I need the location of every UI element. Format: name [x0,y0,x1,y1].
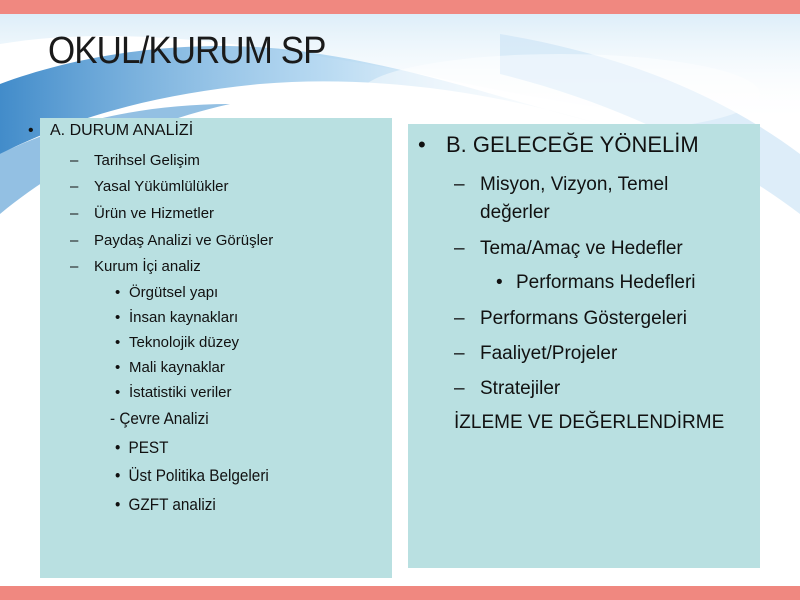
list-item [115,495,216,515]
list-item-text: Mali kaynaklar [129,359,225,376]
list-item-text: Faaliyet/Projeler [480,343,618,364]
dash-marker: – [70,178,79,195]
list-item [70,178,229,195]
list-item [454,378,560,400]
list-item [454,343,617,365]
bullet-marker: • [496,272,503,293]
list-item-text: Kurum İçi analiz [94,258,201,275]
dash-marker: – [454,343,465,364]
dash-marker: – [454,308,465,329]
bullet-marker: • [115,334,121,351]
future-orientation-box [408,124,760,568]
list-item [115,309,238,326]
bullet-marker: • [115,309,121,326]
list-item [70,258,201,275]
monitoring-evaluation-label: İZLEME VE DEĞERLENDİRME [454,412,725,433]
dash-marker: – [454,238,465,259]
list-item [115,384,232,401]
list-item [454,238,683,260]
list-item [70,205,214,222]
list-item-text: GZFT analizi [128,495,216,514]
list-item [115,359,225,376]
dash-marker: – [454,378,465,399]
top-accent-bar [0,0,800,14]
list-item-text: Paydaş Analizi ve Görüşler [94,232,274,249]
list-item-text: Ürün ve Hizmetler [94,205,215,222]
list-item-text: Tema/Amaç ve Hedefler [480,238,683,259]
bullet-marker: • [115,384,121,401]
list-item-text: Yasal Yükümlülükler [94,178,229,195]
list-item [115,438,168,458]
heading-future-orientation [418,132,699,158]
list-item-text: Teknolojik düzey [129,334,240,351]
list-item-text: PEST [128,438,169,457]
bullet-marker: • [115,359,121,376]
dash-marker: – [70,258,79,275]
list-item-text: Üst Politika Belgeleri [128,466,269,485]
bullet-marker: • [28,122,34,139]
list-item-text: Tarihsel Gelişim [94,152,200,169]
dash-marker: – [70,232,79,249]
heading-text: A. DURUM ANALİZİ [50,122,194,139]
situation-analysis-box [28,118,392,578]
list-item [70,232,273,249]
dash-marker: – [454,174,465,195]
list-item-text: Performans Hedefleri [516,272,696,293]
bottom-accent-bar [0,586,800,600]
bullet-marker: • [115,466,121,485]
list-item-text: Örgütsel yapı [129,284,219,301]
list-item-text: Stratejiler [480,378,561,399]
list-item-text: İnsan kaynakları [129,309,239,326]
list-item-continuation: değerler [480,202,550,223]
list-item [115,334,239,351]
environment-analysis-heading: - Çevre Analizi [110,409,209,428]
bullet-marker: • [115,495,121,514]
list-item-text: Performans Göstergeleri [480,308,687,329]
list-item [70,152,200,169]
bullet-marker: • [418,132,426,157]
dash-marker: – [70,152,79,169]
list-item [115,284,218,301]
bullet-marker: • [115,438,121,457]
list-item [454,174,668,196]
bullet-marker: • [115,284,121,301]
list-item [496,272,696,294]
slide-title: OKUL/KURUM SP [48,30,326,72]
heading-text: B. GELECEĞE YÖNELİM [446,132,699,157]
list-item [454,308,687,330]
heading-situation-analysis [28,122,193,140]
list-item [115,466,269,486]
dash-marker: – [70,205,79,222]
list-item-text: İstatistiki veriler [129,384,232,401]
list-item-text: Misyon, Vizyon, Temel [480,174,669,195]
